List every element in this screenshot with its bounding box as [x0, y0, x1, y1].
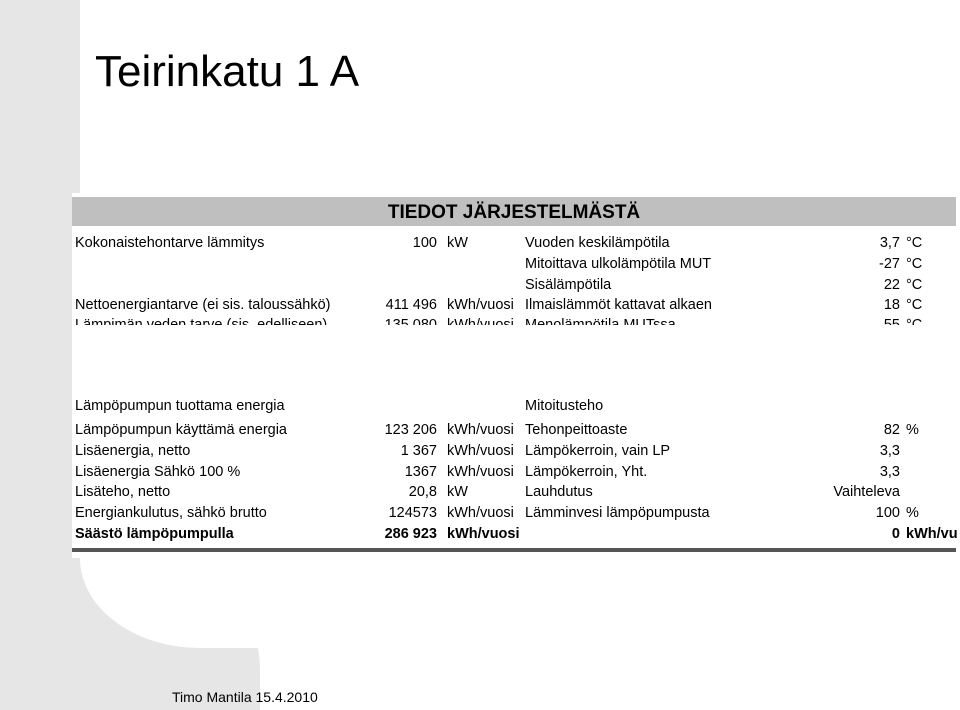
row-label2: Tehonpeittoaste — [525, 422, 628, 438]
row-label: Energiankulutus, sähkö brutto — [75, 505, 267, 522]
footer-author-date: Timo Mantila 15.4.2010 — [172, 689, 318, 705]
row-label: Lämpöpumpun käyttämä energia — [75, 422, 287, 438]
row-label2: Lämminvesi lämpöpumpusta — [525, 505, 710, 522]
row-value: 411 496 — [385, 297, 437, 314]
row-value: 123 206 — [384, 422, 437, 438]
row-unit2: kWh/vu — [906, 526, 958, 542]
table-row — [72, 503, 960, 524]
row-label2: Mitoitusteho — [525, 398, 604, 414]
row-unit2: °C — [906, 235, 923, 251]
row-unit: kWh/vuosi — [447, 297, 514, 314]
slide-title: Teirinkatu 1 A — [95, 47, 360, 96]
row-unit: kW — [447, 235, 468, 251]
table-row — [72, 233, 960, 254]
row-unit: kWh/vuosi — [447, 442, 514, 459]
row-value2: 18 — [883, 297, 900, 314]
row-unit: kWh/vuosi — [447, 422, 514, 438]
row-unit2: °C — [906, 276, 923, 293]
row-label: Nettoenergiantarve (ei sis. taloussähkö) — [75, 297, 331, 314]
row-unit2: % — [906, 505, 919, 522]
row-value2: 3,3 — [879, 442, 900, 459]
table-row — [72, 482, 960, 503]
row-value: 20,8 — [408, 484, 437, 501]
row-value2: 3,3 — [879, 463, 900, 480]
row-value2: -27 — [879, 255, 900, 272]
row-value2: 3,7 — [879, 235, 900, 251]
table-header: TIEDOT JÄRJESTELMÄSTÄ — [72, 197, 956, 226]
row-unit: kWh/vuosi — [447, 526, 520, 542]
row-label2: Mitoittava ulkolämpötila MUT — [525, 255, 712, 272]
system-data-table — [72, 193, 960, 558]
row-unit2: °C — [906, 297, 923, 314]
row-value: 1367 — [404, 463, 437, 480]
row-value2: Vaihteleva — [833, 484, 900, 501]
row-label2: Vuoden keskilämpötila — [525, 235, 670, 251]
row-value2: 22 — [883, 276, 900, 293]
row-label: Kokonaistehontarve lämmitys — [75, 235, 265, 251]
row-unit: kW — [447, 484, 468, 501]
row-label2: Sisälämpötila — [525, 276, 612, 293]
table-row — [72, 254, 960, 275]
table-row — [72, 396, 960, 417]
row-label2: Lauhdutus — [525, 484, 593, 501]
row-unit2: °C — [906, 255, 923, 272]
row-label: Lisäenergia Sähkö 100 % — [75, 463, 241, 480]
row-label: Lisäenergia, netto — [75, 442, 191, 459]
row-label: Säästö lämpöpumpulla — [75, 526, 234, 542]
table-row — [72, 275, 960, 296]
table-row — [72, 462, 960, 483]
row-value: 1 367 — [400, 442, 437, 459]
partial-row-bottom — [72, 398, 960, 417]
table-bottom-rule — [72, 548, 956, 552]
row-value: 286 923 — [384, 526, 437, 542]
table-row — [72, 420, 960, 441]
table-row — [72, 295, 960, 316]
row-value2: 0 — [891, 526, 900, 542]
row-label: Lämpöpumpun tuottama energia — [75, 398, 285, 414]
row-value2: 100 — [875, 505, 900, 522]
partial-row-top — [72, 315, 960, 325]
table-row — [72, 441, 960, 462]
row-label2: Ilmaislämmöt kattavat alkaen — [525, 297, 712, 314]
row-value: 124573 — [388, 505, 437, 522]
table-row — [72, 524, 960, 545]
row-label: Lisäteho, netto — [75, 484, 171, 501]
row-value2: 82 — [883, 422, 900, 438]
row-unit2: % — [906, 422, 919, 438]
row-label2: Lämpökerroin, vain LP — [525, 442, 671, 459]
row-label2: Lämpökerroin, Yht. — [525, 463, 648, 480]
row-unit: kWh/vuosi — [447, 463, 514, 480]
row-unit: kWh/vuosi — [447, 505, 514, 522]
row-value: 100 — [412, 235, 437, 251]
